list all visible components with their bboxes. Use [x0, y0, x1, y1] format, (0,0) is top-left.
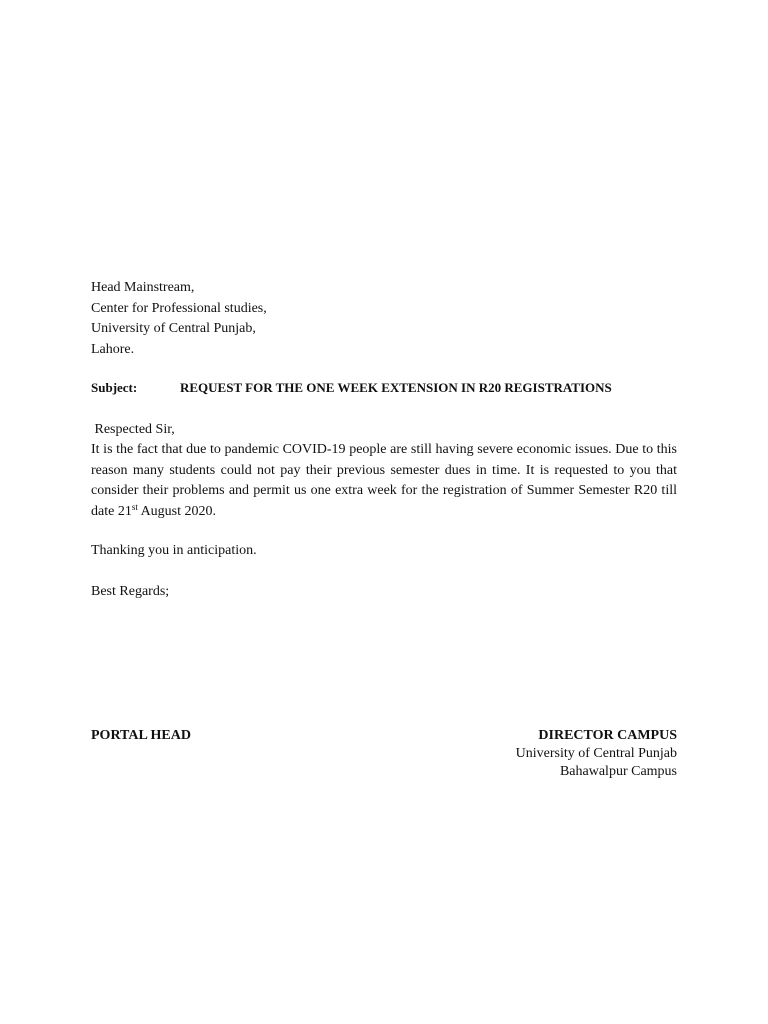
director-university: University of Central Punjab: [515, 746, 677, 761]
recipient-line-1: Head Mainstream,: [91, 280, 195, 295]
letter-body: [91, 440, 677, 522]
recipient-line-3: University of Central Punjab,: [91, 321, 256, 336]
recipient-line-2: Center for Professional studies,: [91, 300, 267, 316]
director-signature-block: [516, 727, 677, 781]
body-text-end: August 2020.: [137, 503, 217, 519]
regards-line: Best Regards;: [91, 584, 170, 599]
portal-head-signature: PORTAL HEAD: [91, 728, 191, 743]
director-campus: Bahawalpur Campus: [559, 764, 677, 779]
subject-label: Subject:: [91, 380, 138, 395]
subject-line: [91, 379, 691, 397]
recipient-address: [91, 278, 267, 360]
director-title: DIRECTOR CAMPUS: [538, 728, 677, 743]
salutation: Respected Sir,: [91, 422, 175, 437]
date-ordinal-suffix: st: [131, 501, 138, 512]
body-text-main: It is the fact that due to pandemic COVID-19 people are still having severe economic issues. Due to this reason many students could not pay their previous semester dues in time. It is requested to you that consider their problems and permit us one extra week for the registration of Summer Semester R20 till date 21: [91, 442, 677, 519]
subject-text: REQUEST FOR THE ONE WEEK EXTENSION IN R20 REGISTRATIONS: [180, 380, 612, 395]
recipient-line-4: Lahore.: [91, 341, 135, 357]
thanks-line: Thanking you in anticipation.: [91, 543, 257, 558]
